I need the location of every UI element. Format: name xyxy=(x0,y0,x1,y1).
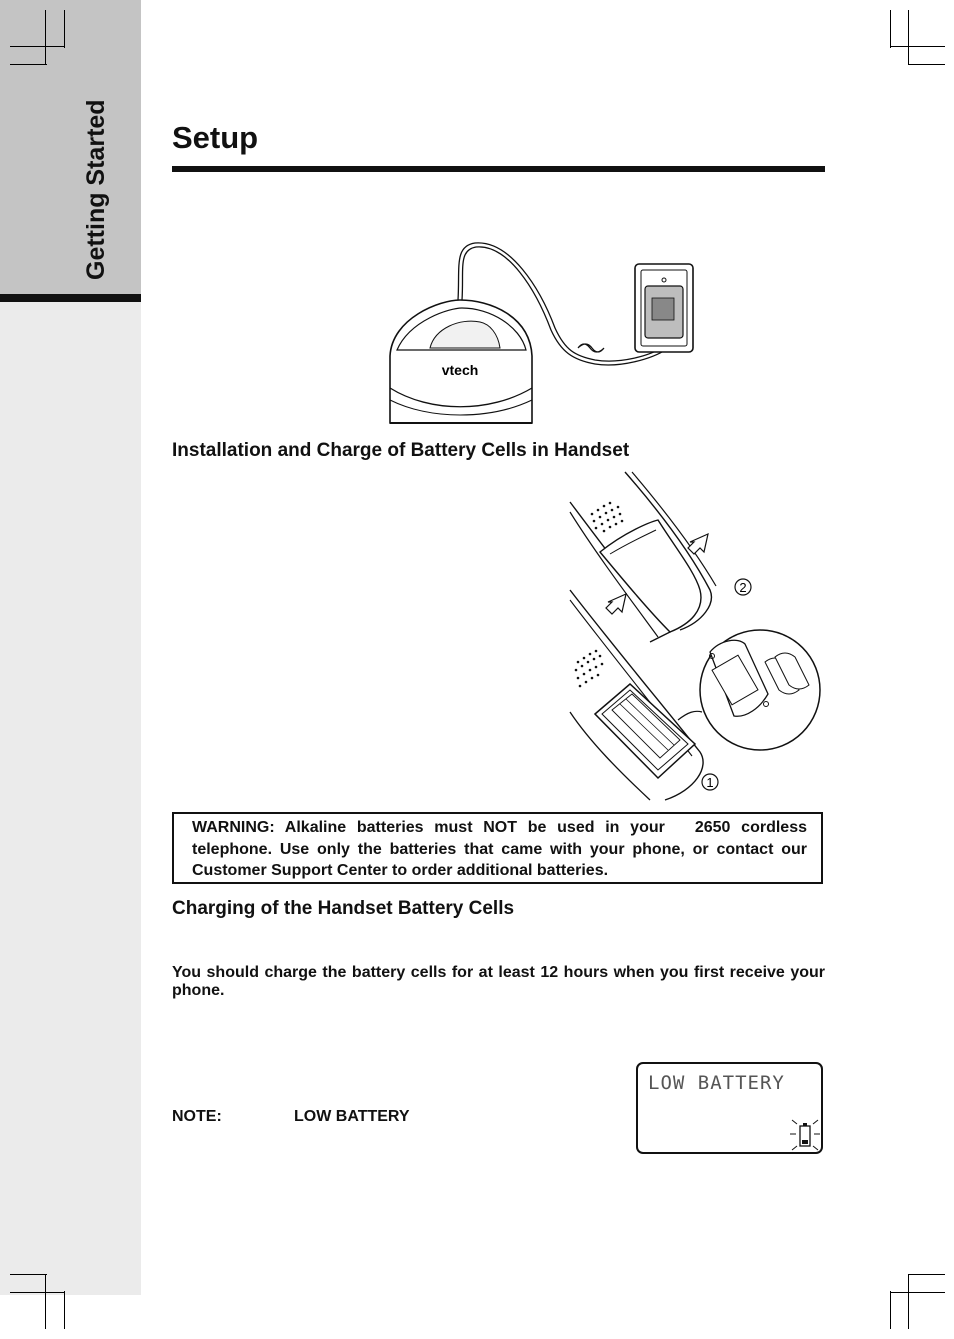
title-rule xyxy=(172,166,825,172)
brand-logo: vtech xyxy=(441,362,479,378)
handset-battery-illustration xyxy=(570,472,825,802)
sidebar-tab xyxy=(0,0,141,296)
lcd-text: LOW BATTERY xyxy=(648,1072,785,1094)
warning-text-part1: WARNING: Alkaline batteries must NOT be used in your xyxy=(192,819,665,836)
note-display-message: LOW BATTERY xyxy=(294,1108,410,1125)
step-marker-2: 2 xyxy=(739,580,747,595)
base-unit-illustration xyxy=(380,238,700,433)
battery-low-icon xyxy=(790,1120,820,1156)
charging-instruction: You should charge the battery cells for at least 12 hours when you first receive your phone. xyxy=(172,964,825,999)
warning-box xyxy=(172,812,823,884)
lcd-display xyxy=(636,1062,823,1154)
sidebar xyxy=(0,0,141,1295)
installation-heading: Installation and Charge of Battery Cells in Handset xyxy=(172,440,630,461)
note-label: NOTE: xyxy=(172,1108,222,1125)
warning-text-part2: 2650 cordless telephone. Use only the batteries that came with your phone, or contact our Customer Support Center to order additional batteries. xyxy=(192,819,807,879)
sidebar-divider xyxy=(0,294,141,302)
section-label: Getting Started xyxy=(82,99,110,280)
charging-heading: Charging of the Handset Battery Cells xyxy=(172,898,515,919)
page-title: Setup xyxy=(172,120,259,155)
step-marker-1: 1 xyxy=(706,775,714,790)
